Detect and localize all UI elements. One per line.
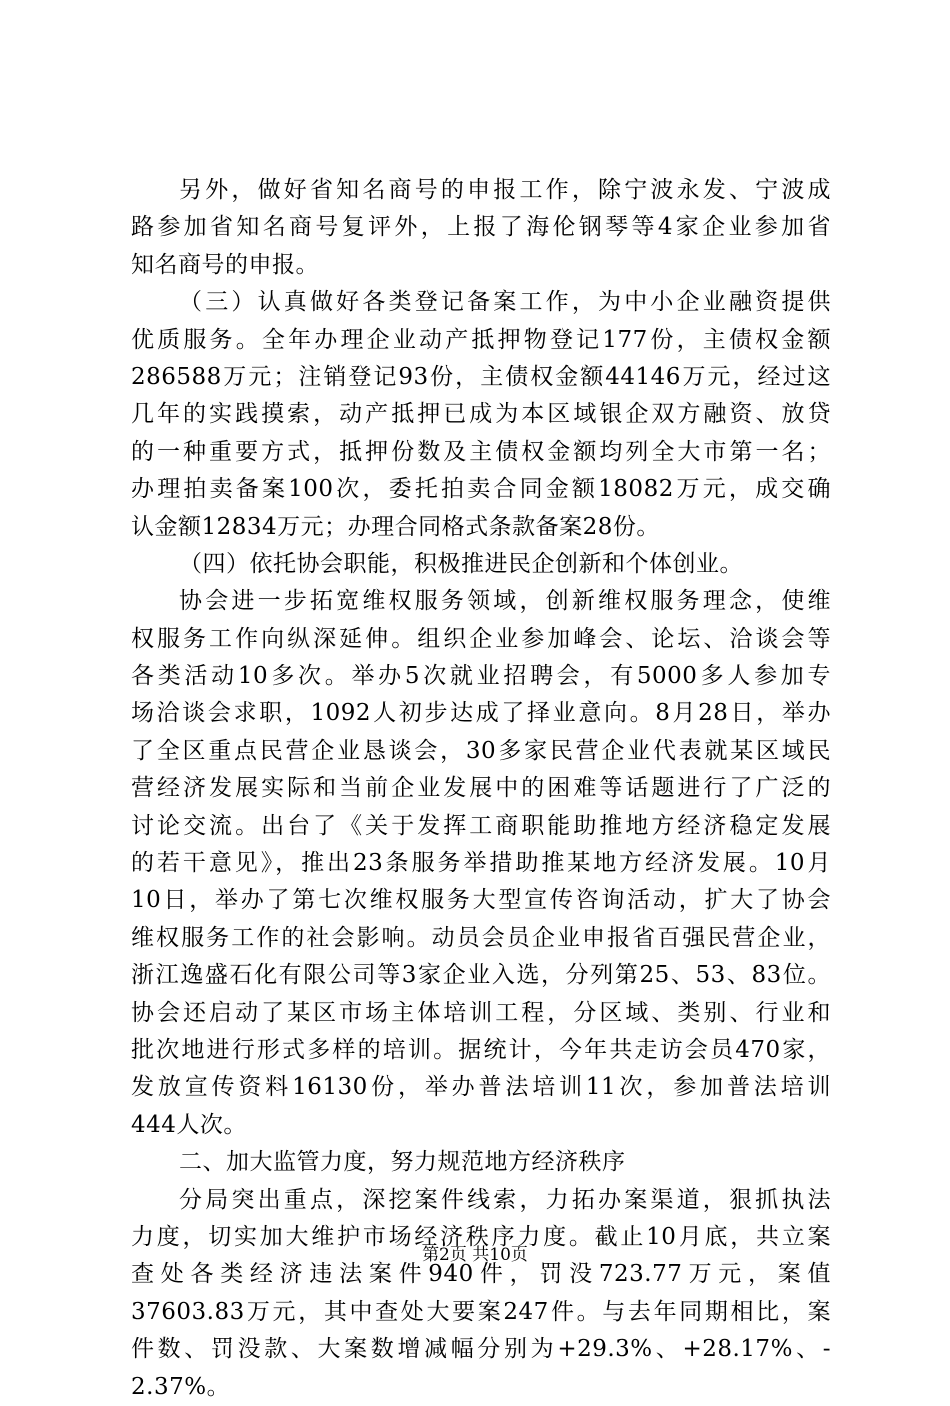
text-line: 的一种重要方式，抵押份数及主债权金额均列全大市第一名； (131, 438, 831, 465)
text-line: 另外，做好省知名商号的申报工作，除宁波永发、宁波成 (179, 177, 831, 203)
document-body (131, 172, 831, 1406)
text-line: （三）认真做好各类登记备案工作，为中小企业融资提供 (179, 289, 831, 316)
text-line: 件数、罚没款、大案数增减幅分别为+29.3%、+28.17%、- (131, 1336, 831, 1363)
text-line: 认金额12834万元；办理合同格式条款备案28份。 (131, 513, 660, 540)
text-line: 营经济发展实际和当前企业发展中的困难等话题进行了广泛的 (131, 775, 831, 802)
text-line: 办理拍卖备案100次，委托拍卖合同金额18082万元，成交确 (131, 476, 831, 503)
text-line: 查处各类经济违法案件940件，罚没723.77万元，案值 (131, 1261, 831, 1288)
page-footer (0, 1240, 950, 1265)
text-line: 各类活动10多次。举办5次就业招聘会，有5000多人参加专 (131, 663, 831, 690)
text-line: 444人次。 (131, 1111, 247, 1138)
text-line: 力度，切实加大维护市场经济秩序力度。截止10月底，共立案 (131, 1223, 831, 1250)
text-line: 权服务工作向纵深延伸。组织企业参加峰会、论坛、洽谈会等 (131, 625, 831, 652)
text-line: 优质服务。全年办理企业动产抵押物登记177份，主债权金额 (131, 326, 831, 353)
text-line: 37603.83万元，其中查处大要案247件。与去年同期相比，案 (131, 1298, 831, 1325)
text-line: 协会还启动了某区市场主体培训工程，分区域、类别、行业和 (131, 999, 831, 1026)
text-line: 2.37%。 (131, 1373, 231, 1400)
text-line: 几年的实践摸索，动产抵押已成为本区域银企双方融资、放贷 (131, 401, 831, 428)
text-line: 10日，举办了第七次维权服务大型宣传咨询活动，扩大了协会 (131, 887, 831, 914)
text-line: （四）依托协会职能，积极推进民企创新和个体创业。 (179, 550, 743, 577)
page-number: 第2页 共10页 (422, 1245, 528, 1265)
text-line: 协会进一步拓宽维权服务领域，创新维权服务理念，使维 (179, 588, 831, 615)
text-line: 分局突出重点，深挖案件线索，力拓办案渠道，狠抓执法 (179, 1186, 831, 1213)
text-line: 路参加省知名商号复评外，上报了海伦钢琴等4家企业参加省 (131, 214, 831, 241)
text-line: 286588万元；注销登记93份，主债权金额44146万元，经过这 (131, 363, 831, 390)
text-line: 讨论交流。出台了《关于发挥工商职能助推地方经济稳定发展 (131, 812, 831, 839)
text-line: 知名商号的申报。 (131, 251, 319, 278)
text-line: 二、加大监管力度，努力规范地方经济秩序 (179, 1149, 626, 1176)
text-line: 批次地进行形式多样的培训。据统计，今年共走访会员470家， (131, 1036, 831, 1063)
text-line: 了全区重点民营企业恳谈会，30多家民营企业代表就某区域民 (131, 737, 831, 764)
text-line: 浙江逸盛石化有限公司等3家企业入选，分列第25、53、83位。 (131, 962, 831, 989)
text-line: 场洽谈会求职，1092人初步达成了择业意向。8月28日，举办 (131, 700, 831, 727)
text-line: 维权服务工作的社会影响。动员会员企业申报省百强民营企业， (131, 924, 831, 951)
text-line: 发放宣传资料16130份，举办普法培训11次，参加普法培训 (131, 1074, 831, 1101)
text-line: 的若干意见》，推出23条服务举措助推某地方经济发展。10月 (131, 850, 831, 877)
